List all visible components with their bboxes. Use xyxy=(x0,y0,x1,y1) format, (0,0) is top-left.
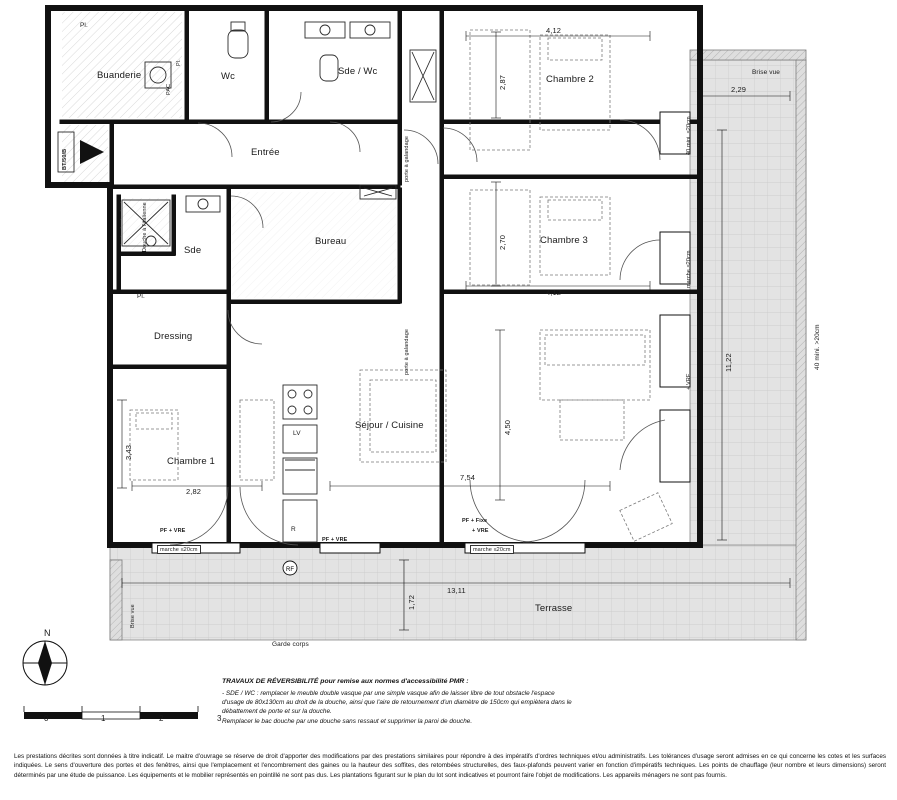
scale-tick-1: 1 xyxy=(101,714,106,723)
dim-2-82: 2,82 xyxy=(186,487,201,496)
label-marche-right-3: + VRE xyxy=(686,373,692,390)
reversibility-notes xyxy=(222,677,692,726)
label-pf-vre-1: PF + VRE xyxy=(322,537,348,543)
dim-2-29: 2,29 xyxy=(731,85,746,94)
dim-4-12-mid: 4,12 xyxy=(546,288,561,297)
label-lave-vaisselle: LV xyxy=(293,430,301,437)
label-porte-galandage-1: porte à galandage xyxy=(404,135,410,182)
label-garde-corps-bottom: Garde corps xyxy=(272,641,309,648)
room-label-dressing: Dressing xyxy=(154,331,193,342)
label-brise-vue-left: Brise vue xyxy=(130,604,136,628)
label-bt: BT/50/B xyxy=(62,148,68,170)
label-porte-galandage-2: porte à galandage xyxy=(404,328,410,375)
room-label-sejour-cuisine: Séjour / Cuisine xyxy=(355,420,424,431)
room-label-chambre-3: Chambre 3 xyxy=(540,235,588,246)
label-pf-vre-2: PF + VRE xyxy=(160,528,186,534)
scale-tick-2: 2 xyxy=(159,714,164,723)
room-label-bureau: Bureau xyxy=(315,236,347,247)
dim-2-87: 2,87 xyxy=(498,75,507,90)
room-label-terrasse: Terrasse xyxy=(535,603,573,614)
room-label-chambre-2: Chambre 2 xyxy=(546,74,594,85)
room-label-entree: Entrée xyxy=(251,147,280,158)
label-pac: PAC xyxy=(166,83,172,95)
scale-tick-3: 3 xyxy=(217,714,222,723)
label-marche-2: marche ≤20cm xyxy=(470,545,514,554)
compass xyxy=(22,628,86,688)
notes-line-1: - SDE / WC : remplacer le meuble double vasque par une simple vasque afin de laisser libre de tout obstacle l'espace xyxy=(222,689,555,697)
door-swings xyxy=(170,92,665,545)
dim-3-43: 3,43 xyxy=(124,445,133,460)
label-douche-italienne: Douche à l'italienne xyxy=(142,202,148,252)
room-label-sde: Sde xyxy=(184,245,202,256)
dim-4-50: 4,50 xyxy=(503,420,512,435)
dim-2-70: 2,70 xyxy=(498,235,507,250)
label-marche-1: marche ≤20cm xyxy=(157,545,201,554)
room-label-chambre-1: Chambre 1 xyxy=(167,456,215,467)
dim-1-72: 1,72 xyxy=(407,595,416,610)
label-placard-1: Pl. xyxy=(80,22,88,29)
compass-north-label: N xyxy=(44,628,51,638)
svg-text:RF: RF xyxy=(286,567,294,573)
label-marche-right-1: 40 mini. ≤20cm xyxy=(686,116,692,155)
dim-13-11: 13,11 xyxy=(447,586,466,595)
dim-7-54: 7,54 xyxy=(460,473,475,482)
room-label-sde-wc: Sde / Wc xyxy=(338,66,378,77)
room-label-buanderie: Buanderie xyxy=(97,70,142,81)
scale-tick-0: 0 xyxy=(44,714,49,723)
room-label-wc: Wc xyxy=(221,71,235,82)
label-marche-right-2: marche ≤20cm xyxy=(686,250,692,288)
plan-marker xyxy=(283,561,297,575)
label-brise-vue-top: Brise vue xyxy=(752,69,780,76)
legal-disclaimer: Les prestations décrites sont données à titre indicatif. Le maitre d'ouvrage se réserve de droit d'apporter des modifications par des prestations similaires pour répondre à des impératifs d'ordres techniques et/ou administratifs. Les tolérances d'usage seront admises en ce qui concerne les cotes et les surfaces indiquées. Le sens d'ouverture des portes et des fenêtres, ainsi que l'emplacement et l'encombrement des gaines ou la hauteur des soffites, des retombées structurelles, des faux-plafonds peuvent varier en fonction d'impératifs techniques. Les points de chauffage (leur nombre et leurs dimensions) seront déterminés par une étude de puissance. Les équipements et le mobilier représentés en pointillé ne sont pas dus. Les plantations figurant sur le plan du lot sont indicatives et pourront faire l'objet de modifications. Les appareils ménagers ne sont pas fournis. xyxy=(14,753,886,779)
label-pf-fixe: PF + Fixe xyxy=(462,518,488,524)
notes-title: TRAVAUX DE RÉVERSIBILITÉ pour remise aux normes d'accessibilité PMR : xyxy=(222,678,469,685)
label-placard-3: Pl. xyxy=(176,59,182,66)
dim-11-22: 11,22 xyxy=(724,353,733,372)
dim-4-12-top: 4,12 xyxy=(546,26,561,35)
label-vre-1: + VRE xyxy=(472,528,489,534)
label-placard-2: Pl. xyxy=(137,293,145,300)
notes-line-2: d'usage de 80x130cm au droit de la douche, ainsi que l'aire de retournement d'un diamètre de 150cm qui empiètera dans le xyxy=(222,699,572,707)
notes-line-3: débattement de porte et sur la douche. xyxy=(222,708,332,716)
label-refrigerateur: R xyxy=(291,526,296,533)
label-garde-corps-right: 40 mini. >20cm xyxy=(814,324,821,370)
notes-line-4: Remplacer le bac douche par une douche sans ressaut et supprimer la paroi de douche. xyxy=(222,717,473,725)
scale-bar xyxy=(22,700,222,730)
